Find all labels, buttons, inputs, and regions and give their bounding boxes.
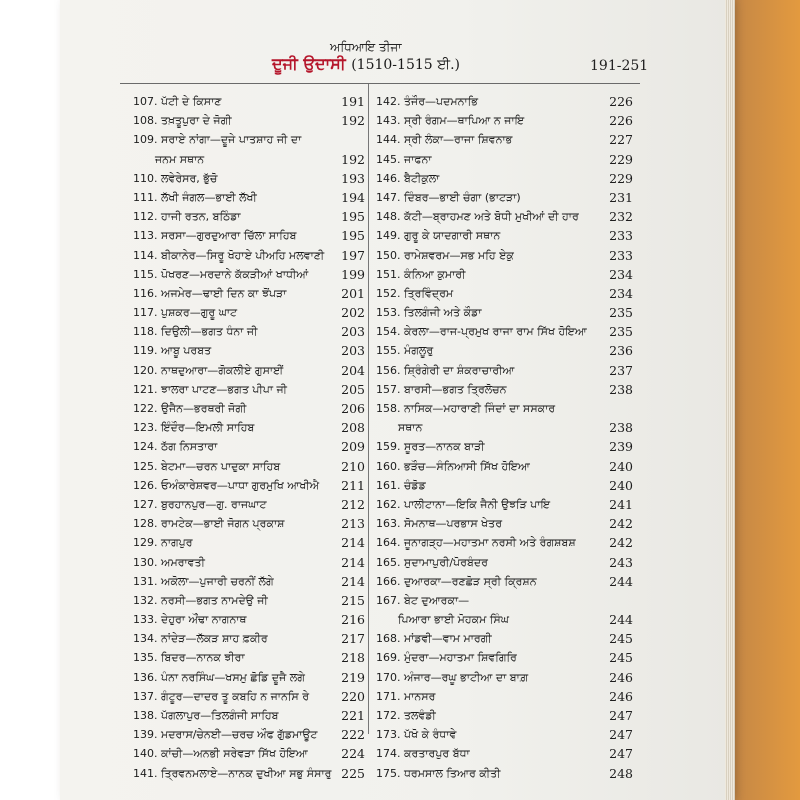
entry-title: ਰਾਮਟੇਕ—ਭਾਈ ਜੋਗਨ ਪ੍ਰਕਾਸ਼ xyxy=(161,517,285,531)
entry-page-number: 238 xyxy=(609,420,633,436)
toc-entry xyxy=(133,476,365,495)
entry-number: 120. xyxy=(133,363,158,377)
toc-entry xyxy=(133,744,365,763)
toc-entry xyxy=(376,533,633,552)
toc-entry xyxy=(376,150,633,169)
toc-entry xyxy=(133,169,365,188)
entry-number: 163. xyxy=(376,517,401,531)
entry-number: 108. xyxy=(133,114,158,128)
toc-entry xyxy=(376,341,633,360)
page-range: 191-251 xyxy=(590,58,649,74)
toc-entry xyxy=(376,476,633,495)
entry-title: ਤਿਲਗੰਜੀ ਅਤੇ ਕੌਡਾ xyxy=(404,306,482,320)
entry-number: 166. xyxy=(376,574,401,588)
entry-title: ਮਾਂਡਵੀ—ਵਾਮ ਮਾਰਗੀ xyxy=(404,632,492,646)
entry-page-number: 214 xyxy=(341,535,365,551)
entry-number: 171. xyxy=(376,689,401,703)
entry-title: ਪੱਟੀ ਦੇ ਕਿਸਾਣ xyxy=(161,95,222,108)
entry-page-number: 217 xyxy=(341,631,365,647)
toc-entry xyxy=(133,764,365,783)
entry-page-number: 245 xyxy=(609,631,633,647)
entry-page-number: 220 xyxy=(341,688,365,704)
chapter-years: (1510-1515 ਈ.) xyxy=(351,57,461,73)
entry-title: ਸਰਾਏ ਨਾਂਗਾ—ਦੂਜੇ ਪਾਤਸ਼ਾਹ ਜੀ ਦਾ xyxy=(161,133,302,147)
entry-number: 143. xyxy=(376,114,401,128)
entry-number: 141. xyxy=(133,766,158,780)
entry-number: 146. xyxy=(376,171,401,185)
entry-number: 119. xyxy=(133,344,158,358)
entry-page-number: 244 xyxy=(609,573,633,589)
entry-page-number: 242 xyxy=(609,535,633,551)
entry-title: ਨਾਸਿਕ—ਮਹਾਰਾਣੀ ਜਿੰਦਾਂ ਦਾ ਸਸਕਾਰ xyxy=(404,402,556,415)
entry-title-continued: ਸਥਾਨ xyxy=(398,421,423,435)
entry-number: 174. xyxy=(376,747,401,761)
entry-number: 122. xyxy=(133,402,158,416)
toc-entry xyxy=(376,399,633,437)
toc-entry xyxy=(376,207,633,226)
toc-entry xyxy=(133,207,365,226)
entry-page-number: 246 xyxy=(609,669,633,685)
entry-title: ਲਵੇਰੇਸਰ, ਭੁੱਚੋ xyxy=(161,171,218,185)
entry-page-number: 216 xyxy=(341,612,365,628)
entry-title: ਨਰਸੀ—ਭਗਤ ਨਾਮਦੇਉ ਜੀ xyxy=(161,593,268,607)
toc-entry xyxy=(376,495,633,514)
toc-entry xyxy=(133,629,365,648)
entry-title: ਗੰਟੂਰ—ਦਾਦਰ ਤੂ ਕਬਹਿ ਨ ਜਾਨਸਿ ਰੇ xyxy=(161,689,310,703)
entry-number: 131. xyxy=(133,574,158,588)
entry-page-number: 214 xyxy=(341,554,365,570)
entry-title: ਨਾਗਪੁਰ xyxy=(161,536,193,550)
page-edge xyxy=(725,0,735,800)
entry-number: 168. xyxy=(376,632,401,646)
entry-page-number: 225 xyxy=(341,765,365,781)
toc-entry xyxy=(376,572,633,591)
entry-number: 137. xyxy=(133,689,158,703)
entry-page-number: 247 xyxy=(609,708,633,724)
entry-number: 126. xyxy=(133,478,158,492)
entry-title: ਕੱਟੀ—ਬ੍ਰਾਹਮਣ ਅਤੇ ਬੋਧੀ ਮੁਖੀਆਂ ਦੀ ਹਾਰ xyxy=(404,210,579,224)
toc-entry xyxy=(376,706,633,725)
entry-page-number: 238 xyxy=(609,381,633,397)
entry-page-number: 229 xyxy=(609,151,633,167)
entry-page-number: 239 xyxy=(609,439,633,455)
entry-number: 142. xyxy=(376,95,401,108)
toc-entry xyxy=(133,226,365,245)
entry-page-number: 212 xyxy=(341,496,365,512)
entry-page-number: 233 xyxy=(609,247,633,263)
toc-entry xyxy=(133,437,365,456)
entry-title: ਬੇਟ ਦੁਆਰਕਾ— xyxy=(404,593,470,607)
entry-page-number: 193 xyxy=(341,170,365,186)
entry-number: 148. xyxy=(376,210,401,224)
toc-entry xyxy=(376,188,633,207)
entry-title: ਚੰਡੋਡ xyxy=(404,478,426,492)
toc-entry xyxy=(376,303,633,322)
entry-number: 125. xyxy=(133,459,158,473)
entry-title: ਪੰਨਾ ਨਰਸਿੰਘ—ਖਸਮੁ ਛੋਡਿ ਦੂਜੈ ਲਗੇ xyxy=(161,670,305,684)
entry-title: ਦੁਆਰਕਾ—ਰਣਛੋੜ ਸ੍ਰੀ ਕ੍ਰਿਸ਼ਨ xyxy=(404,574,537,588)
entry-number: 138. xyxy=(133,709,158,723)
entry-page-number: 231 xyxy=(609,189,633,205)
entry-page-number: 226 xyxy=(609,113,633,129)
toc-entry xyxy=(133,457,365,476)
toc-entry xyxy=(133,361,365,380)
toc-entry xyxy=(133,303,365,322)
entry-number: 132. xyxy=(133,593,158,607)
entry-title: ਇੰਦੌਰ—ਇਮਲੀ ਸਾਹਿਬ xyxy=(161,421,255,435)
entry-number: 145. xyxy=(376,152,401,166)
entry-title: ਮਦਰਾਸ/ਚੇਨਈ—ਚਰਚ ਔਫ ਗੁੱਡਮਾਊਟ xyxy=(161,728,318,742)
entry-title: ਪੱਖੋ ਕੇ ਰੰਧਾਵੇ xyxy=(404,728,457,742)
toc-entry xyxy=(133,284,365,303)
entry-page-number: 242 xyxy=(609,516,633,532)
entry-title: ਪੱਗਲਾਪੁਰ—ਤਿਲਗੰਜੀ ਸਾਹਿਬ xyxy=(161,709,279,723)
entry-page-number: 232 xyxy=(609,209,633,225)
entry-title: ਆਬੂ ਪਰਬਤ xyxy=(161,344,212,358)
toc-entry xyxy=(133,495,365,514)
entry-page-number: 240 xyxy=(609,458,633,474)
entry-page-number: 234 xyxy=(609,285,633,301)
entry-page-number: 237 xyxy=(609,362,633,378)
entry-number: 155. xyxy=(376,344,401,358)
entry-title: ਕਾਂਚੀ—ਅਨਭੀ ਸਰੇਵੜਾ ਸਿੱਖ ਹੋਇਆ xyxy=(161,747,308,761)
toc-entry xyxy=(376,265,633,284)
toc-entry xyxy=(376,668,633,687)
entry-number: 114. xyxy=(133,248,158,262)
entry-title: ਜਾਫਨਾ xyxy=(404,152,432,166)
entry-title: ਸੂਰਤ—ਨਾਨਕ ਬਾੜੀ xyxy=(404,440,485,454)
entry-number: 160. xyxy=(376,459,401,473)
entry-number: 116. xyxy=(133,286,158,300)
entry-number: 109. xyxy=(133,133,158,147)
entry-number: 172. xyxy=(376,709,401,723)
entry-title: ਅਜਮੇਰ—ਢਾਈ ਦਿਨ ਕਾ ਝੋਂਪੜਾ xyxy=(161,286,287,300)
chapter-label: ਅਧਿਆਇ ਤੀਜਾ xyxy=(330,40,402,54)
entry-page-number: 202 xyxy=(341,305,365,321)
entry-page-number: 245 xyxy=(609,650,633,666)
entry-page-number: 224 xyxy=(341,746,365,762)
entry-title: ਦਿੰਬਰ—ਭਾਈ ਚੰਗਾ (ਭਾਟੜਾ) xyxy=(404,190,521,204)
entry-page-number: 203 xyxy=(341,343,365,359)
entry-number: 150. xyxy=(376,248,401,262)
entry-page-number: 215 xyxy=(341,592,365,608)
toc-entry xyxy=(376,591,633,629)
entry-title: ਸੋਮਨਾਥ—ਪਰਭਾਸ ਖੇਤਰ xyxy=(404,517,503,531)
entry-number: 111. xyxy=(133,190,158,204)
toc-entry xyxy=(376,246,633,265)
toc-entry xyxy=(133,514,365,533)
entry-page-number: 219 xyxy=(341,669,365,685)
entry-title: ਦਿਉਲੀ—ਭਗਤ ਧੰਨਾ ਜੀ xyxy=(161,325,258,339)
entry-number: 154. xyxy=(376,325,401,339)
entry-page-number: 248 xyxy=(609,765,633,781)
entry-number: 153. xyxy=(376,306,401,320)
entry-title: ਸ੍ਰੀ ਰੰਗਮ—ਥਾਪਿਆ ਨ ਜਾਇ xyxy=(404,114,525,128)
toc-entry xyxy=(376,744,633,763)
entry-page-number: 235 xyxy=(609,305,633,321)
toc-entry xyxy=(376,92,633,111)
entry-title: ਓਅੰਕਾਰੇਸ਼ਵਰ—ਪਾਧਾ ਗੁਰਮੁਖਿ ਆਖੀਐ xyxy=(161,478,320,492)
entry-number: 157. xyxy=(376,382,401,396)
toc-entry xyxy=(133,725,365,744)
toc-entry xyxy=(376,169,633,188)
entry-number: 124. xyxy=(133,440,158,454)
entry-title: ਬੀਕਾਨੇਰ—ਸਿਰੂ ਖੋਹਾਏ ਪੀਅਹਿ ਮਲਵਾਣੀ xyxy=(161,248,325,262)
entry-page-number: 209 xyxy=(341,439,365,455)
toc-entry xyxy=(133,92,365,111)
toc-entry xyxy=(133,687,365,706)
entry-number: 164. xyxy=(376,536,401,550)
entry-page-number: 192 xyxy=(341,113,365,129)
toc-entry xyxy=(376,322,633,341)
entry-page-number: 214 xyxy=(341,573,365,589)
toc-entry xyxy=(376,514,633,533)
toc-entry xyxy=(133,572,365,591)
entry-title: ਨਾਂਦੇੜ—ਲੱਕੜ ਸ਼ਾਹ ਫ਼ਕੀਰ xyxy=(161,632,268,646)
entry-title: ਪਾਲੀਟਾਨਾ—ਇਕਿ ਜੈਨੀ ਉਝੜਿ ਪਾਇ xyxy=(404,497,551,511)
toc-entry xyxy=(376,284,633,303)
entry-number: 167. xyxy=(376,593,401,607)
entry-number: 113. xyxy=(133,229,158,243)
entry-page-number: 210 xyxy=(341,458,365,474)
chapter-title-text: ਦੂਜੀ ਉਦਾਸੀ xyxy=(272,54,346,73)
entry-page-number: 241 xyxy=(609,496,633,512)
entry-number: 136. xyxy=(133,670,158,684)
toc-entry xyxy=(133,591,365,610)
entry-title: ਮਾਨਸਰ xyxy=(404,689,436,703)
entry-page-number: 243 xyxy=(609,554,633,570)
entry-title: ਬੈਟੀਕੁਲਾ xyxy=(404,171,440,185)
entry-title: ਪੁਸ਼ਕਰ—ਗੁਰੂ ਘਾਟ xyxy=(161,306,238,320)
entry-number: 152. xyxy=(376,286,401,300)
toc-entry xyxy=(133,341,365,360)
entry-number: 129. xyxy=(133,536,158,550)
entry-number: 159. xyxy=(376,440,401,454)
toc-entry xyxy=(133,265,365,284)
entry-title: ਤ੍ਰਿਵਨਮਲਾਏ—ਨਾਨਕ ਦੁਖੀਆ ਸਭੁ ਸੰਸਾਰੁ xyxy=(161,766,332,780)
entry-number: 169. xyxy=(376,651,401,665)
entry-number: 158. xyxy=(376,402,401,415)
entry-title: ਲੱਖੀ ਜੰਗਲ—ਭਾਈ ਲੱਖੀ xyxy=(161,190,257,204)
entry-title: ਗੁਰੂ ਕੇ ਯਾਦਗਾਰੀ ਸਥਾਨ xyxy=(404,229,501,243)
entry-title: ਤੰਜੌਰ—ਪਦਮਨਾਭਿ xyxy=(404,95,478,108)
entry-page-number: 235 xyxy=(609,324,633,340)
entry-number: 156. xyxy=(376,363,401,377)
entry-number: 149. xyxy=(376,229,401,243)
entry-title: ਹਾਜੀ ਰਤਨ, ਬਠਿੰਡਾ xyxy=(161,210,241,224)
entry-title: ਤ੍ਰਿਵਿੰਦ੍ਰਮ xyxy=(404,286,454,300)
entry-number: 110. xyxy=(133,171,158,185)
entry-number: 121. xyxy=(133,382,158,396)
entry-title: ਜੂਨਾਗੜ੍ਹ—ਮਹਾਤਮਾ ਨਰਸੀ ਅਤੇ ਰੰਗਸ਼ਬਸ਼ xyxy=(404,536,576,550)
entry-title: ਕੰਨਿਆ ਕੁਮਾਰੀ xyxy=(404,267,466,281)
entry-number: 170. xyxy=(376,670,401,684)
entry-title: ਧਰਮਸਾਲ ਤਿਆਰ ਕੀਤੀ xyxy=(404,766,501,780)
entry-page-number: 195 xyxy=(341,228,365,244)
toc-entry xyxy=(376,380,633,399)
entry-title: ਸ਼੍ਰਿੰਗੇਰੀ ਦਾ ਸ਼ੰਕਰਾਚਾਰੀਆ xyxy=(404,363,515,377)
entry-title: ਦੇਹੁਰਾ ਔਂਢਾ ਨਾਗਨਾਥ xyxy=(161,613,247,627)
toc-entry xyxy=(133,380,365,399)
toc-entry xyxy=(133,668,365,687)
toc-entry xyxy=(376,361,633,380)
entry-number: 151. xyxy=(376,267,401,281)
entry-title: ਅਕੋਲਾ—ਪੁਜਾਰੀ ਚਰਨੀਂ ਲੱਗੇ xyxy=(161,574,274,588)
entry-page-number: 204 xyxy=(341,362,365,378)
entry-page-number: 191 xyxy=(341,94,365,109)
toc-left-column xyxy=(133,92,365,783)
entry-page-number: 206 xyxy=(341,401,365,417)
entry-title: ਪੋਖਰਣ—ਮਰਦਾਨੇ ਕੱਕੜੀਆਂ ਖਾਧੀਆਂ xyxy=(161,267,309,281)
entry-title: ਬੁਰਹਾਨਪੁਰ—ਗੁ. ਰਾਜਘਾਟ xyxy=(161,497,267,511)
entry-number: 128. xyxy=(133,517,158,531)
toc-entry xyxy=(133,610,365,629)
header-rule xyxy=(120,83,640,84)
entry-page-number: 201 xyxy=(341,285,365,301)
entry-page-number: 221 xyxy=(341,708,365,724)
entry-number: 134. xyxy=(133,632,158,646)
entry-number: 135. xyxy=(133,651,158,665)
entry-page-number: 213 xyxy=(341,516,365,532)
entry-title: ਅਮਰਾਵਤੀ xyxy=(161,555,205,569)
entry-page-number: 240 xyxy=(609,477,633,493)
entry-title: ਸਰਸਾ—ਗੁਰਦੁਆਰਾ ਚਿੱਲਾ ਸਾਹਿਬ xyxy=(161,229,297,243)
toc-entry xyxy=(376,629,633,648)
toc-entry xyxy=(376,457,633,476)
chapter-title xyxy=(272,54,460,74)
entry-title: ਨਾਥਦੁਆਰਾ—ਗੋਕਲੀਏ ਗੁਸਾਈਂ xyxy=(161,363,284,377)
entry-number: 162. xyxy=(376,497,401,511)
entry-title: ਬਿਦਰ—ਨਾਨਕ ਝੀਰਾ xyxy=(161,651,245,665)
toc-entry xyxy=(133,648,365,667)
entry-page-number: 192 xyxy=(341,151,365,167)
entry-title-continued: ਪਿਆਰਾ ਭਾਈ ਮੋਹਕਮ ਸਿੰਘ xyxy=(398,613,509,627)
entry-number: 118. xyxy=(133,325,158,339)
toc-entry xyxy=(376,553,633,572)
entry-title: ਕਰਤਾਰਪੁਰ ਬੱਧਾ xyxy=(404,747,470,761)
entry-title-continued: ਜਨਮ ਸਥਾਨ xyxy=(155,152,205,166)
entry-title: ਬਾਰਸੀ—ਭਗਤ ਤ੍ਰਿਲੋਚਨ xyxy=(404,382,507,396)
entry-number: 165. xyxy=(376,555,401,569)
toc-entry xyxy=(133,553,365,572)
entry-number: 140. xyxy=(133,747,158,761)
entry-title: ਮੰਗਲੂਰੁ xyxy=(404,344,434,358)
entry-number: 139. xyxy=(133,728,158,742)
entry-number: 130. xyxy=(133,555,158,569)
toc-right-column xyxy=(376,92,633,783)
entry-page-number: 233 xyxy=(609,228,633,244)
entry-page-number: 205 xyxy=(341,381,365,397)
entry-number: 112. xyxy=(133,210,158,224)
entry-page-number: 227 xyxy=(609,132,633,148)
entry-number: 173. xyxy=(376,728,401,742)
entry-page-number: 226 xyxy=(609,94,633,109)
entry-title: ਤਖ਼ਤੂਪੁਰਾ ਦੇ ਜੋਗੀ xyxy=(161,114,232,128)
entry-title: ਭੜੌਚ—ਸੰਨਿਆਸੀ ਸਿੱਖ ਹੋਇਆ xyxy=(404,459,530,473)
entry-title: ਅੰਜਾਰ—ਰਘੂ ਭਾਟੀਆ ਦਾ ਬਾਗ਼ xyxy=(404,670,529,684)
entry-page-number: 244 xyxy=(609,612,633,628)
toc-entry xyxy=(133,533,365,552)
entry-page-number: 199 xyxy=(341,266,365,282)
entry-page-number: 246 xyxy=(609,688,633,704)
entry-page-number: 203 xyxy=(341,324,365,340)
entry-page-number: 222 xyxy=(341,727,365,743)
entry-title: ਬੇਟਮਾ—ਚਰਨ ਪਾਦੁਕਾ ਸਾਹਿਬ xyxy=(161,459,281,473)
entry-page-number: 218 xyxy=(341,650,365,666)
toc-entry xyxy=(376,111,633,130)
toc-entry xyxy=(376,130,633,149)
toc-entry xyxy=(376,725,633,744)
entry-number: 133. xyxy=(133,613,158,627)
column-divider xyxy=(368,84,369,734)
entry-number: 144. xyxy=(376,133,401,147)
entry-title: ਮੁੰਦਰਾ—ਮਹਾਤਮਾ ਸ਼ਿਵਗਿਰਿ xyxy=(404,651,517,665)
entry-number: 123. xyxy=(133,421,158,435)
toc-entry xyxy=(133,418,365,437)
toc-entry xyxy=(133,111,365,130)
entry-title: ਤਲਵੰਡੀ xyxy=(404,709,436,723)
entry-number: 115. xyxy=(133,267,158,281)
entry-number: 127. xyxy=(133,497,158,511)
entry-page-number: 234 xyxy=(609,266,633,282)
toc-entry xyxy=(133,706,365,725)
entry-page-number: 236 xyxy=(609,343,633,359)
toc-entry xyxy=(133,322,365,341)
toc-entry xyxy=(133,130,365,168)
entry-title: ਸ੍ਰੀ ਲੰਕਾ—ਰਾਜਾ ਸ਼ਿਵਨਾਭ xyxy=(404,133,513,147)
entry-number: 161. xyxy=(376,478,401,492)
entry-number: 175. xyxy=(376,766,401,780)
entry-title: ਰਾਮੇਸ਼ਵਰਮ—ਸਭ ਮਹਿ ਏਕੁ xyxy=(404,248,514,262)
toc-entry xyxy=(376,437,633,456)
entry-title: ਸੁਦਾਮਾਪੁਰੀ/ਪੋਰਬੰਦਰ xyxy=(404,555,488,569)
toc-entry xyxy=(133,246,365,265)
toc-entry xyxy=(376,648,633,667)
toc-entry xyxy=(376,226,633,245)
entry-page-number: 211 xyxy=(341,477,365,493)
entry-page-number: 229 xyxy=(609,170,633,186)
toc-entry xyxy=(133,188,365,207)
entry-page-number: 247 xyxy=(609,746,633,762)
toc-entry xyxy=(133,399,365,418)
entry-title: ਝਾਲਰਾ ਪਾਟਣ—ਭਗਤ ਪੀਪਾ ਜੀ xyxy=(161,382,287,396)
entry-page-number: 208 xyxy=(341,420,365,436)
entry-number: 117. xyxy=(133,306,158,320)
entry-page-number: 247 xyxy=(609,727,633,743)
entry-title: ਉਜੈਨ—ਭਰਥਰੀ ਜੋਗੀ xyxy=(161,402,247,416)
toc-entry xyxy=(376,687,633,706)
toc-entry xyxy=(376,764,633,783)
entry-page-number: 197 xyxy=(341,247,365,263)
entry-title: ਠੱਗ ਨਿਸਤਾਰਾ xyxy=(161,440,218,454)
entry-page-number: 194 xyxy=(341,189,365,205)
entry-title: ਕੇਰਲਾ—ਰਾਜ-ਪ੍ਰਮੁਖ ਰਾਜਾ ਰਾਮ ਸਿੱਖ ਹੋਇਆ xyxy=(404,325,587,339)
entry-number: 147. xyxy=(376,190,401,204)
entry-number: 107. xyxy=(133,95,158,108)
entry-page-number: 195 xyxy=(341,209,365,225)
